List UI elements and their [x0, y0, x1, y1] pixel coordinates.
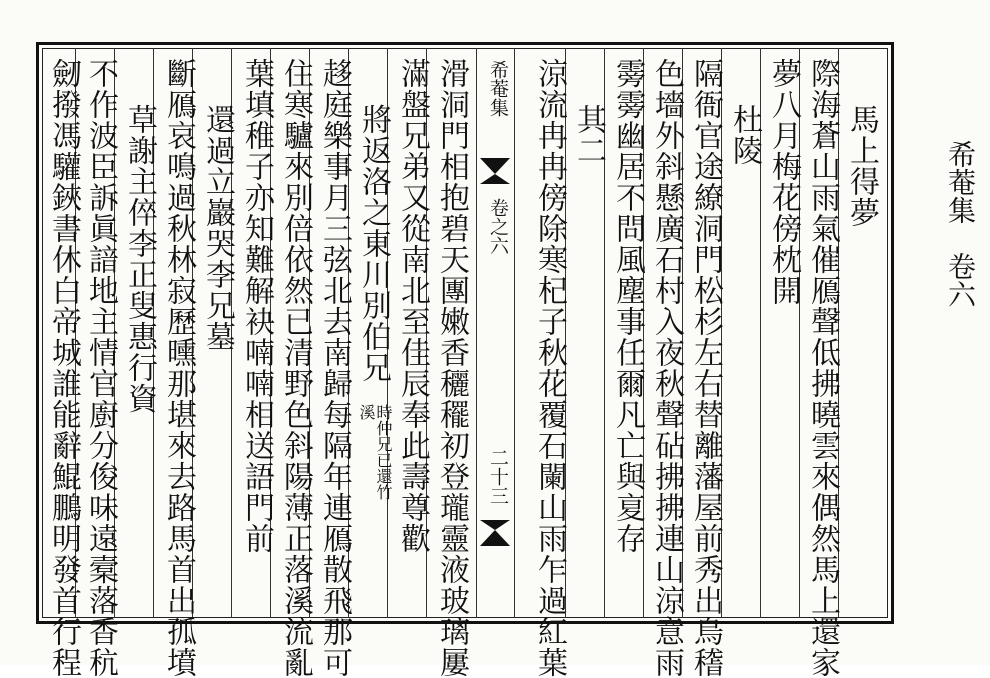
poem-title: 將返洛之東川別伯兄	[356, 104, 391, 383]
center-book-title: 希菴集	[487, 60, 509, 117]
poem-title: 其二	[571, 104, 606, 166]
poem-line: 趍庭樂事月三弦北去南歸每隔年連鴈散飛那可	[317, 58, 352, 678]
center-volume: 卷之六	[487, 198, 509, 255]
poem-line: 葉填稚子亦知難解袂喃喃相送語門前	[239, 58, 274, 554]
poem-line: 滿盤兄弟又從南北至佳辰奉此壽尊歡	[395, 58, 430, 554]
poem-line: 䨦䨦幽居不問風塵事任爾凡亡與㚆存	[610, 58, 645, 554]
poem-line: 夢八月梅花傍枕開	[766, 58, 801, 306]
poem-line: 住寒驢來別倍依然已清野色斜陽薄正落溪流亂	[278, 58, 313, 678]
poem-title: 杜陵	[727, 104, 762, 166]
poem-title-with-note	[356, 104, 393, 604]
poem-title: 馬上得夢	[844, 104, 879, 228]
poem-line: 色墻外斜懸廣石村入夜秋聲砧拂拂連山涼意雨	[649, 58, 684, 678]
poem-line: 涼流冉冉傍除寒杞子秋花覆石闌山雨乍過紅葉	[532, 58, 567, 678]
poem-line: 滑洞門相抱碧天團嫩香穲䆉初登瓏靈液玻璃屢	[434, 58, 469, 678]
poem-line: 劒撥馮驩鋏書休白帝城誰能辭鯤鵬明發首行程	[46, 58, 81, 678]
column-rule	[514, 48, 515, 618]
poem-line: 際海蒼山雨氣催鴈聲低拂曉雲來偶然馬上還家	[805, 58, 840, 678]
center-page-number: 二十三	[487, 448, 509, 505]
poem-title: 草謝主倅李正叟惠行資	[122, 104, 157, 414]
poem-line: 隔衙官途繚洞門松杉左右替離藩屋前秀出烏𥡴	[688, 58, 723, 678]
poem-line: 不作波臣訴眞諳地主情官廚分俊味遠槖落香秔	[83, 58, 118, 678]
fishtail-mark-lower	[480, 520, 510, 546]
poem-title-note: 時仲兄已還竹溪	[357, 404, 393, 500]
poem-title: 還過立巖哭李兄墓	[200, 104, 235, 352]
fishtail-mark-upper	[480, 158, 510, 184]
poem-line: 斷鴈哀鳴過秋林寂歷曛那堪來去路馬首出孤墳	[161, 58, 196, 678]
edge-title: 希菴集 卷六	[944, 140, 977, 308]
center-strip	[476, 48, 514, 618]
